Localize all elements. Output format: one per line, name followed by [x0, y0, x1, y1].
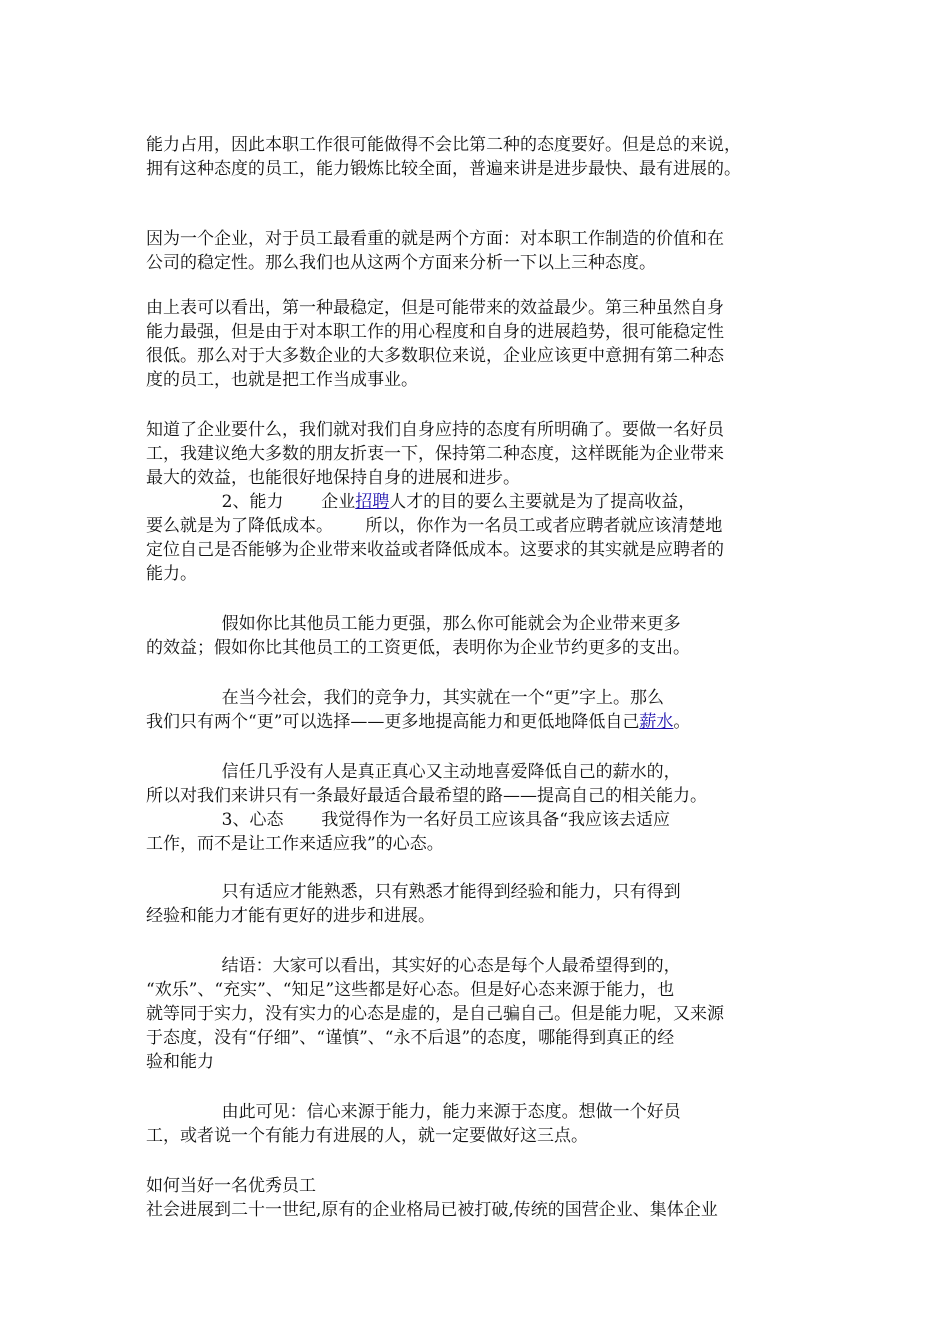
text-line — [146, 157, 741, 181]
text-segment: 由上表可以看出，第一种最稳定，但是可能带来的效益最少。第三种虽然自身 — [146, 298, 724, 318]
text-segment: 只有适应才能熟悉，只有熟悉才能得到经验和能力，只有得到 — [146, 882, 681, 902]
text-line — [146, 418, 724, 442]
text-segment: 工作，而不是让工作来适应我”的心态。 — [146, 834, 444, 854]
text-link[interactable]: 薪水 — [639, 712, 674, 732]
text-segment: 2、能力 企业 — [146, 492, 356, 512]
text-line — [146, 686, 664, 710]
text-segment: 社会进展到二十一世纪,原有的企业格局已被打破,传统的国营企业、集体企业 — [146, 1200, 718, 1220]
text-segment: 就等同于实力，没有实力的心态是虚的，是自己骗自己。但是能力呢，又来源 — [146, 1004, 724, 1024]
text-line — [146, 978, 674, 1002]
text-segment: 很低。那么对于大多数企业的大多数职位来说，企业应该更中意拥有第二种态 — [146, 346, 724, 366]
text-segment: 能力占用，因此本职工作很可能做得不会比第二种的态度要好。但是总的来说， — [146, 135, 741, 155]
text-line — [146, 710, 690, 734]
text-line — [146, 368, 418, 392]
text-line — [146, 133, 741, 157]
text-segment: 的效益；假如你比其他员工的工资更低，表明你为企业节约更多的支出。 — [146, 638, 690, 658]
text-segment: 工，或者说一个有能力有进展的人，就一定要做好这三点。 — [146, 1126, 588, 1146]
text-line — [146, 562, 197, 586]
text-segment: 因为一个企业，对于员工最看重的就是两个方面：对本职工作制造的价值和在 — [146, 229, 724, 249]
text-segment: 能力。 — [146, 564, 197, 584]
text-segment: 我们只有两个“更”可以选择——更多地提高能力和更低地降低自己 — [146, 712, 640, 732]
text-segment: “欢乐”、“充实”、“知足”这些都是好心态。但是好心态来源于能力，也 — [146, 980, 675, 1000]
text-segment: 验和能力 — [146, 1052, 214, 1072]
text-line — [146, 1124, 588, 1148]
text-line — [146, 538, 724, 562]
text-segment: 在当今社会，我们的竞争力，其实就在一个“更”字上。那么 — [146, 688, 665, 708]
text-line — [146, 784, 707, 808]
text-line — [146, 514, 722, 538]
text-segment: 信任几乎没有人是真正真心又主动地喜爱降低自己的薪水的， — [146, 762, 681, 782]
text-segment: 工，我建议绝大多数的朋友折衷一下，保持第二种态度，这样既能为企业带来 — [146, 444, 724, 464]
text-segment: 拥有这种态度的员工，能力锻炼比较全面，普遍来讲是进步最快、最有进展的。 — [146, 159, 741, 179]
text-line — [146, 442, 724, 466]
text-segment: 如何当好一名优秀员工 — [146, 1176, 316, 1196]
text-line — [146, 320, 724, 344]
text-segment: 最大的效益，也能很好地保持自身的进展和进步。 — [146, 468, 520, 488]
text-line — [146, 808, 670, 832]
text-segment: 假如你比其他员工能力更强，那么你可能就会为企业带来更多 — [146, 614, 681, 634]
text-line — [146, 1100, 681, 1124]
text-segment: 由此可见：信心来源于能力，能力来源于态度。想做一个好员 — [146, 1102, 681, 1122]
text-line — [146, 1002, 724, 1026]
text-segment: 人才的目的要么主要就是为了提高收益， — [389, 492, 696, 512]
text-line — [146, 296, 724, 320]
text-line — [146, 1026, 674, 1050]
text-segment: 度的员工，也就是把工作当成事业。 — [146, 370, 418, 390]
text-line — [146, 490, 695, 514]
text-segment: 能力最强，但是由于对本职工作的用心程度和自身的进展趋势，很可能稳定性 — [146, 322, 724, 342]
text-segment: 经验和能力才能有更好的进步和进展。 — [146, 906, 435, 926]
text-line — [146, 880, 681, 904]
text-segment: 于态度，没有“仔细”、“谨慎”、“永不后退”的态度，哪能得到真正的经 — [146, 1028, 675, 1048]
text-line — [146, 954, 681, 978]
text-segment: 要么就是为了降低成本。 所以，你作为一名员工或者应聘者就应该清楚地 — [146, 516, 723, 536]
text-line — [146, 1050, 214, 1074]
text-line — [146, 466, 520, 490]
text-line — [146, 612, 681, 636]
text-line — [146, 636, 690, 660]
text-segment: 。 — [673, 712, 691, 732]
text-segment: 所以对我们来讲只有一条最好最适合最希望的路——提高自己的相关能力。 — [146, 786, 707, 806]
text-line — [146, 832, 444, 856]
text-segment: 结语：大家可以看出，其实好的心态是每个人最希望得到的， — [146, 956, 681, 976]
text-segment: 3、心态 我觉得作为一名好员工应该具备“我应该去适应 — [146, 810, 670, 830]
text-line — [146, 344, 724, 368]
text-segment: 知道了企业要什么，我们就对我们自身应持的态度有所明确了。要做一名好员 — [146, 420, 724, 440]
text-line — [146, 1174, 316, 1198]
text-segment: 定位自己是否能够为企业带来收益或者降低成本。这要求的其实就是应聘者的 — [146, 540, 724, 560]
text-line — [146, 760, 681, 784]
text-line — [146, 904, 435, 928]
text-line — [146, 251, 656, 275]
text-line — [146, 227, 724, 251]
text-link[interactable]: 招聘 — [355, 492, 390, 512]
text-line — [146, 1198, 718, 1222]
text-segment: 公司的稳定性。那么我们也从这两个方面来分析一下以上三种态度。 — [146, 253, 656, 273]
